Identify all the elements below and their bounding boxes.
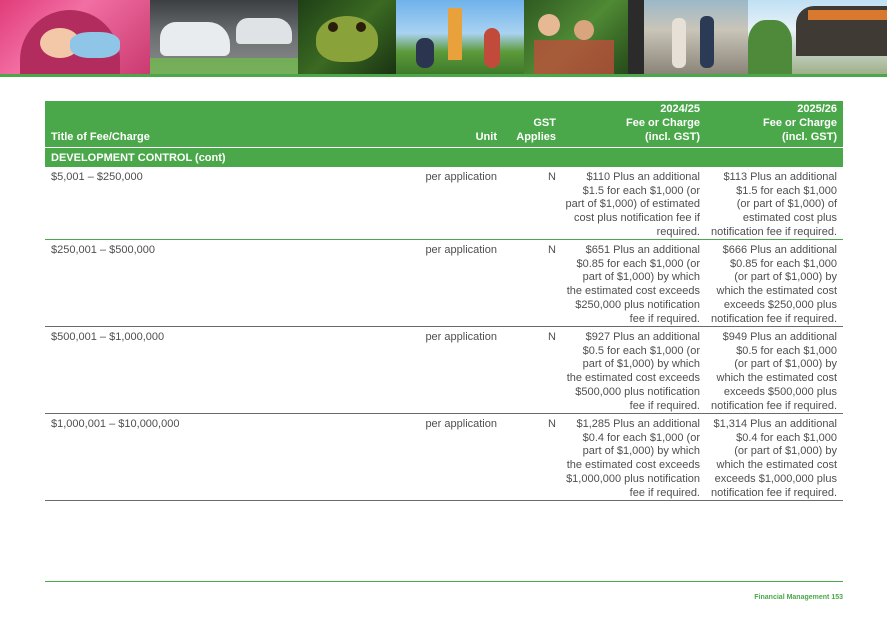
- fee-gst: N: [548, 331, 556, 343]
- fee-title: $1,000,001 – $10,000,000: [51, 418, 180, 430]
- header-unit: Unit: [475, 131, 497, 143]
- fee-2024: $110 Plus an additional $1.5 for each $1,000 (or part of $1,000) of estimated cost plus notification fee if required.: [565, 171, 700, 238]
- photo-park-games: [396, 0, 524, 74]
- photo-banner: [0, 0, 887, 74]
- photo-ev-charging: [150, 0, 298, 74]
- fee-2025: $666 Plus an additional $0.85 for each $1,000 (or part of $1,000) by which the estimated cost exceeds $250,000 plus notification fee if required.: [711, 244, 837, 325]
- fee-unit: per application: [425, 171, 497, 183]
- fee-title: $5,001 – $250,000: [51, 171, 143, 183]
- fee-title: $500,001 – $1,000,000: [51, 331, 165, 343]
- fee-2024: $651 Plus an additional $0.85 for each $1,000 (or part of $1,000) by which the estimated cost exceeds $250,000 plus notification fee if required.: [566, 244, 700, 325]
- photo-frog: [298, 0, 396, 74]
- header-fee-2024: 2024/25 Fee or Charge (incl. GST): [626, 103, 700, 143]
- fee-gst: N: [548, 418, 556, 430]
- table-row: [45, 167, 843, 240]
- fee-table: [45, 101, 843, 501]
- header-fee-2025: 2025/26 Fee or Charge (incl. GST): [763, 103, 837, 143]
- footer-divider: [45, 581, 843, 582]
- table-row: [45, 414, 843, 501]
- fee-unit: per application: [425, 418, 497, 430]
- fee-gst: N: [548, 171, 556, 183]
- photo-street-walk: [628, 0, 748, 74]
- header-gst: GST Applies: [516, 117, 556, 143]
- fee-2024: $1,285 Plus an additional $0.4 for each $1,000 (or part of $1,000) by which the estimated cost exceeds $1,000,000 plus notification fee if required.: [566, 418, 700, 499]
- table-row: [45, 327, 843, 414]
- fee-2025: $1,314 Plus an additional $0.4 for each $1,000 (or part of $1,000) by which the estimated cost exceeds $1,000,000 plus notification fee if required.: [711, 418, 837, 499]
- page-footer: Financial Management 153: [754, 594, 843, 601]
- fee-gst: N: [548, 244, 556, 256]
- table-row: [45, 240, 843, 327]
- photo-community-group: [524, 0, 628, 74]
- fee-2024: $927 Plus an additional $0.5 for each $1,000 (or part of $1,000) by which the estimated cost exceeds $500,000 plus notification fee if required.: [566, 331, 700, 412]
- section-heading: DEVELOPMENT CONTROL (cont): [45, 147, 843, 167]
- fee-title: $250,001 – $500,000: [51, 244, 155, 256]
- fee-unit: per application: [425, 244, 497, 256]
- fee-unit: per application: [425, 331, 497, 343]
- banner-divider: [0, 74, 887, 77]
- fee-2025: $113 Plus an additional $1.5 for each $1,000 (or part of $1,000) of estimated cost plus notification fee if required.: [711, 171, 837, 238]
- fee-2025: $949 Plus an additional $0.5 for each $1,000 (or part of $1,000) by which the estimated cost exceeds $500,000 plus notification fee if required.: [711, 331, 837, 412]
- photo-children-play: [0, 0, 150, 74]
- photo-cafe-building: [748, 0, 887, 74]
- header-title: Title of Fee/Charge: [51, 131, 150, 143]
- table-header: [45, 101, 843, 147]
